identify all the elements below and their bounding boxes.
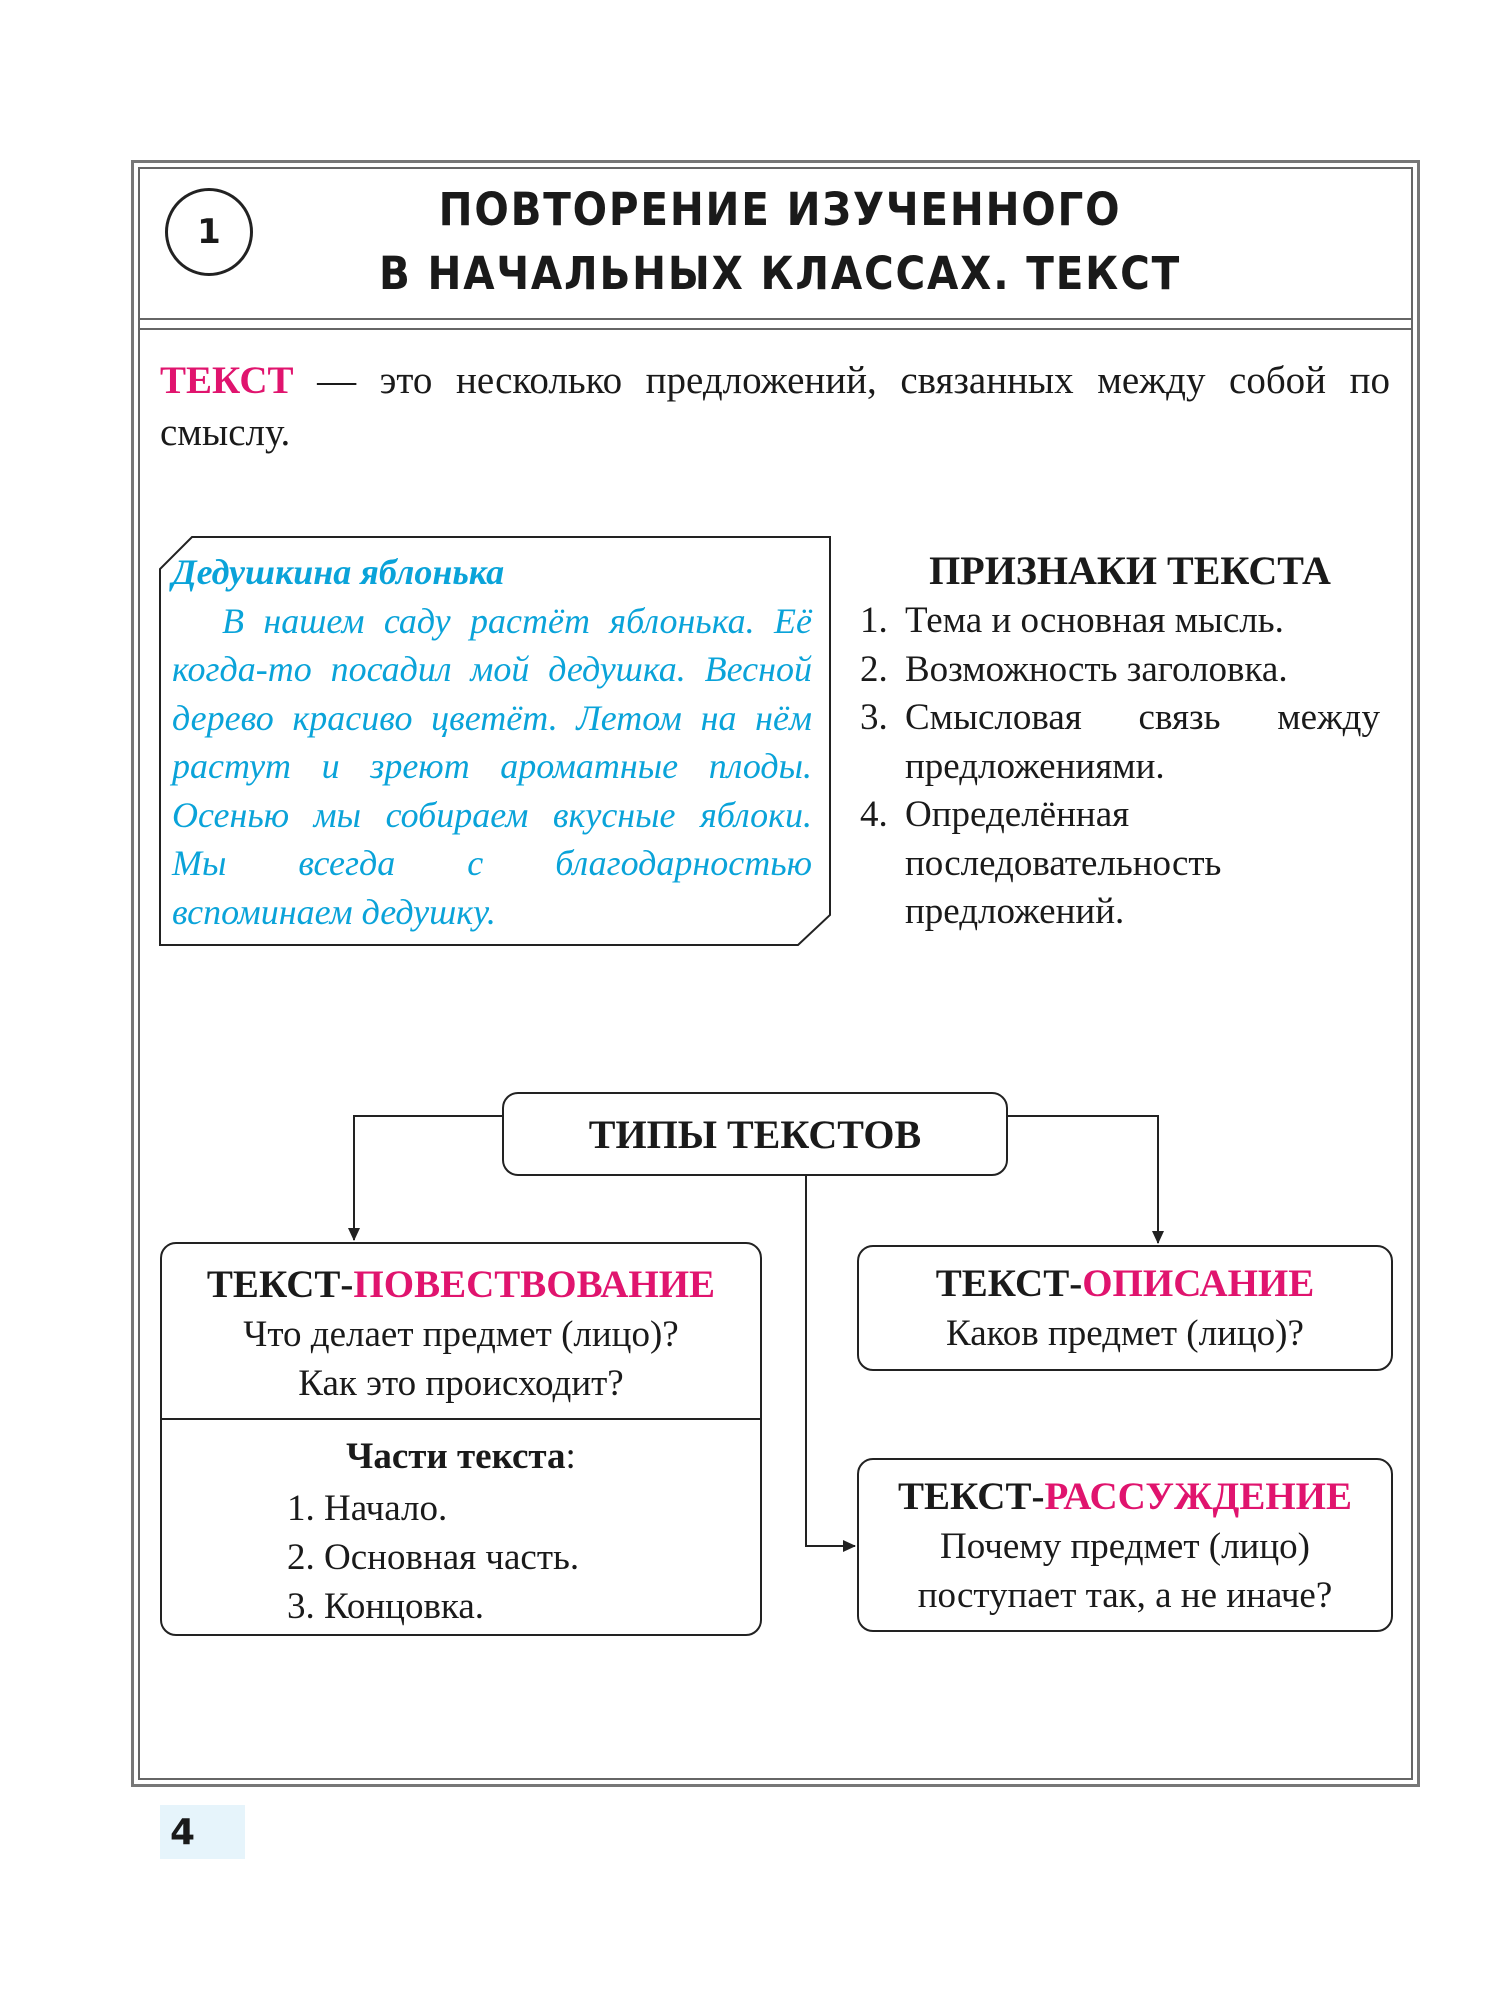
text-types-title: ТИПЫ ТЕКСТОВ [588,1111,922,1157]
narration-question-1: Что делает предмет (лицо)? [243,1314,679,1355]
page-number: 4 [170,1812,196,1853]
description-kind: ОПИСАНИЕ [1082,1262,1315,1305]
description-question: Каков предмет (лицо)? [946,1313,1304,1354]
narration-kind: ПОВЕСТВОВАНИЕ [353,1263,716,1306]
reasoning-question-1: Почему предмет (лицо) [940,1526,1310,1567]
list-item: 2. Основная часть. [287,1537,580,1578]
list-item: 3. Концовка. [287,1586,484,1627]
narration-prefix: ТЕКСТ- [206,1263,354,1306]
signs-item: 4. Определённая последовательность предложений. [860,794,1222,932]
reasoning-box [857,1458,1393,1632]
example-text [172,548,812,936]
list-item: 1. Начало. [287,1488,448,1529]
page-title-line2: В НАЧАЛЬНЫХ КЛАССАХ. ТЕКСТ [378,247,1182,300]
narration-question-2: Как это происходит? [298,1363,624,1404]
narration-divider [162,1418,760,1420]
reasoning-prefix: ТЕКСТ- [897,1475,1045,1518]
signs-item: 1. Тема и основная мысль. [860,600,1284,641]
narration-box [160,1242,762,1636]
signs-title: ПРИЗНАКИ ТЕКСТА [929,548,1331,593]
signs-list [860,597,1380,937]
reasoning-question-2: поступает так, а не иначе? [917,1575,1333,1616]
arrow-to-reasoning [806,1176,855,1546]
definition-term: ТЕКСТ [160,359,294,402]
example-title: Дедушкина яблонька [172,552,505,592]
lesson-number: 1 [197,212,221,252]
example-body: В нашем саду растёт яблонька. Её когда-то посадил мой дедушка. Весной дерево красиво цветёт. Летом на нём растут и зреют ароматные плоды. Осенью мы собираем вкусные яблоки. Мы всегда с благодарностью вспоминаем дедушку. [172,600,812,932]
narration-parts-label: Части текста: [346,1436,576,1477]
narration-header [162,1260,760,1408]
narration-parts-list [287,1484,579,1631]
text-types-box [502,1092,1008,1176]
signs-item: 3. Смысловая связь между предложениями. [860,697,1380,787]
page-title-line1: ПОВТОРЕНИЕ ИЗУЧЕННОГО [438,183,1122,236]
arrow-to-description [1008,1116,1158,1243]
description-box [857,1245,1393,1371]
arrow-to-narration [354,1116,502,1240]
definition-text: — это несколько предложений, связанных между собой по смыслу. [160,359,1390,454]
reasoning-kind: РАССУЖДЕНИЕ [1044,1475,1353,1518]
signs-item: 2. Возможность заголовка. [860,648,1288,690]
description-prefix: ТЕКСТ- [935,1262,1083,1305]
